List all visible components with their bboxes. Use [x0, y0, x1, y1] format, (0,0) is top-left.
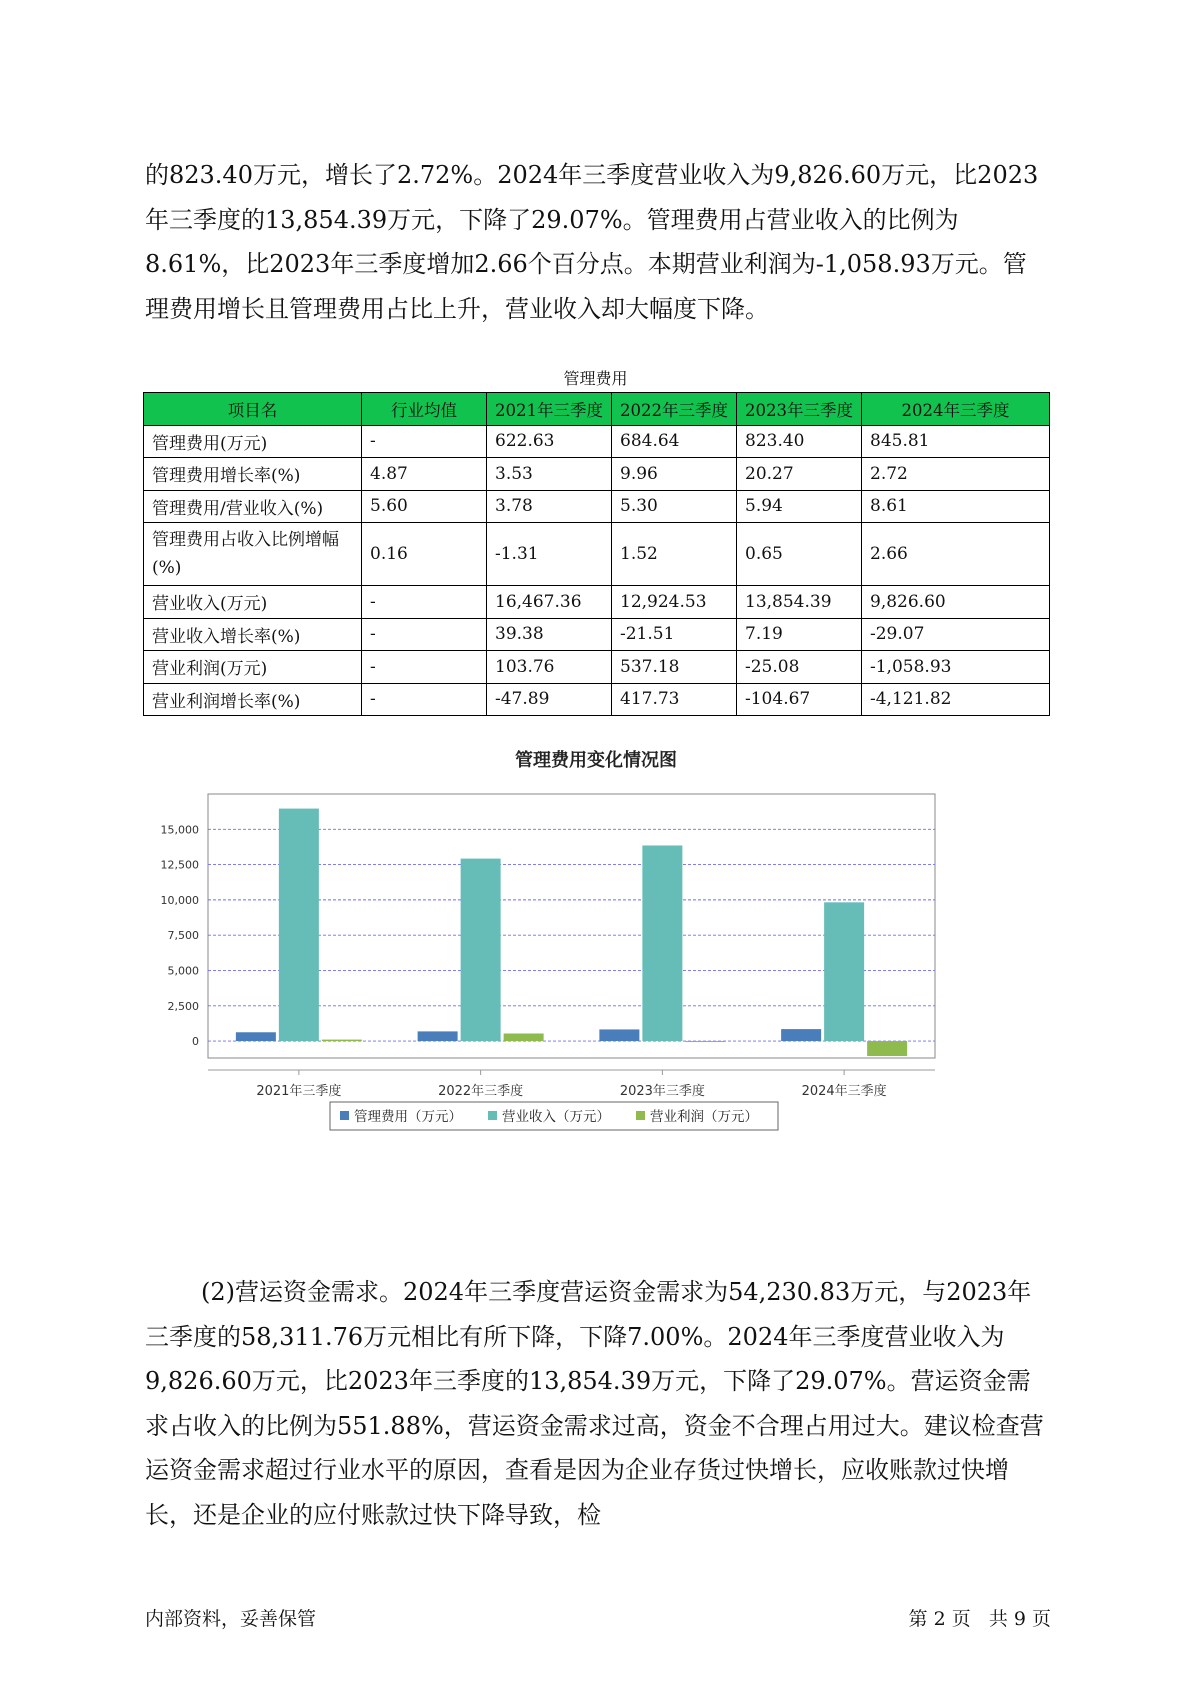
table-cell: 9.96: [612, 458, 737, 491]
bar-3-4: [867, 1041, 907, 1056]
table-row: [144, 586, 1050, 619]
table-cell: -1.31: [487, 523, 612, 586]
table-row: [144, 425, 1050, 458]
table-cell: -: [362, 683, 487, 716]
table-cell: 20.27: [737, 458, 862, 491]
table-cell: 0.16: [362, 523, 487, 586]
legend-swatch: [636, 1111, 645, 1120]
y-tick-label: 5,000: [167, 964, 199, 978]
table-cell: 管理费用/营业收入(%): [144, 490, 362, 523]
bar-2-3: [642, 845, 682, 1041]
y-tick-label: 0: [192, 1035, 199, 1049]
table-cell: 537.18: [612, 651, 737, 684]
bar-3-2: [504, 1033, 544, 1041]
legend-label: 管理费用（万元）: [354, 1109, 462, 1125]
table-cell: 营业收入(万元): [144, 586, 362, 619]
table-cell: 0.65: [737, 523, 862, 586]
x-tick-label: 2022年三季度: [438, 1084, 524, 1099]
paragraph-working-capital: [145, 1270, 1050, 1537]
table-cell: 622.63: [487, 425, 612, 458]
table-cell: 5.30: [612, 490, 737, 523]
page-number: 第 2 页 共 9 页: [908, 1608, 1051, 1630]
table-cell: 管理费用占收入比例增幅(%): [144, 523, 362, 586]
table-cell: 13,854.39: [737, 586, 862, 619]
table-header-cell: 行业均值: [362, 393, 487, 426]
table-cell: 4.87: [362, 458, 487, 491]
legend-label: 营业收入（万元）: [502, 1109, 610, 1125]
table-cell: 3.53: [487, 458, 612, 491]
table-cell: 1.52: [612, 523, 737, 586]
table-header-row: [144, 393, 1050, 426]
bar-2-2: [461, 859, 501, 1041]
table-cell: 营业收入增长率(%): [144, 618, 362, 651]
legend-swatch: [488, 1111, 497, 1120]
table-row: [144, 490, 1050, 523]
footer-note: 内部资料，妥善保管: [145, 1608, 317, 1630]
table-cell: -1,058.93: [862, 651, 1050, 684]
table-cell: -: [362, 618, 487, 651]
table-cell: 5.94: [737, 490, 862, 523]
bar-1-3: [599, 1029, 639, 1041]
paragraph-management-fee: 的823.40万元，增长了2.72%。2024年三季度营业收入为9,826.60万元，比2023年三季度的13,854.39万元，下降了29.07%。管理费用占营业收入的比例为8.61%，比2023年三季度增加2.66个百分点。本期营业利润为-1,058.93万元。管理费用增长且管理费用占比上升，营业收入却大幅度下降。: [145, 161, 1039, 323]
y-tick-label: 15,000: [160, 823, 199, 837]
table-cell: 845.81: [862, 425, 1050, 458]
table-cell: -: [362, 425, 487, 458]
table-row: [144, 458, 1050, 491]
table-cell: 823.40: [737, 425, 862, 458]
management-fee-table: [143, 392, 1050, 716]
table-cell: 管理费用增长率(%): [144, 458, 362, 491]
bar-3-3: [685, 1041, 725, 1042]
table-cell: -25.08: [737, 651, 862, 684]
bar-3-1: [322, 1040, 362, 1041]
legend-swatch: [340, 1111, 349, 1120]
bar-1-1: [236, 1032, 276, 1041]
table-cell: -: [362, 586, 487, 619]
table-cell: 12,924.53: [612, 586, 737, 619]
table-cell: -47.89: [487, 683, 612, 716]
table-cell: 39.38: [487, 618, 612, 651]
paragraph-working-capital-text: (2)营运资金需求。2024年三季度营运资金需求为54,230.83万元，与2023年三季度的58,311.76万元相比有所下降，下降7.00%。2024年三季度营业收入为9,826.60万元，比2023年三季度的13,854.39万元，下降了29.07%。营运资金需求占收入的比例为551.88%，营运资金需求过高，资金不合理占用过大。建议检查营运资金需求超过行业水平的原因，查看是因为企业存货过快增长，应收账款过快增长，还是企业的应付账款过快下降导致，检: [145, 1278, 1044, 1529]
table-cell: 3.78: [487, 490, 612, 523]
table-cell: 7.19: [737, 618, 862, 651]
bar-1-4: [781, 1029, 821, 1041]
table-row: [144, 618, 1050, 651]
table-row: [144, 651, 1050, 684]
table-cell: -29.07: [862, 618, 1050, 651]
table-cell: -4,121.82: [862, 683, 1050, 716]
table-cell: 8.61: [862, 490, 1050, 523]
legend-label: 营业利润（万元）: [650, 1109, 758, 1125]
table-cell: 2.66: [862, 523, 1050, 586]
table-cell: 103.76: [487, 651, 612, 684]
x-tick-label: 2023年三季度: [619, 1084, 705, 1099]
table-cell: 营业利润增长率(%): [144, 683, 362, 716]
table-row: [144, 683, 1050, 716]
bar-2-1: [279, 809, 319, 1041]
table-cell: -104.67: [737, 683, 862, 716]
table-cell: 5.60: [362, 490, 487, 523]
y-tick-label: 10,000: [160, 893, 199, 907]
table-cell: 9,826.60: [862, 586, 1050, 619]
y-tick-label: 2,500: [167, 999, 199, 1013]
table-cell: 管理费用(万元): [144, 425, 362, 458]
table-cell: -21.51: [612, 618, 737, 651]
table-header-cell: 项目名: [144, 393, 362, 426]
chart-title: 管理费用变化情况图: [515, 750, 677, 771]
x-tick-label: 2024年三季度: [801, 1084, 887, 1099]
table-caption: 管理费用: [563, 369, 628, 388]
table-header-cell: 2021年三季度: [487, 393, 612, 426]
chart-canvas: [143, 750, 1049, 1230]
bar-1-2: [418, 1031, 458, 1041]
management-fee-chart: [143, 750, 1049, 1230]
table-header-cell: 2023年三季度: [737, 393, 862, 426]
table-header-cell: 2022年三季度: [612, 393, 737, 426]
table-cell: -: [362, 651, 487, 684]
table-cell: 营业利润(万元): [144, 651, 362, 684]
table-header-cell: 2024年三季度: [862, 393, 1050, 426]
table-cell: 2.72: [862, 458, 1050, 491]
table-cell: 684.64: [612, 425, 737, 458]
table-row: [144, 523, 1050, 586]
y-tick-label: 12,500: [160, 858, 199, 872]
x-tick-label: 2021年三季度: [256, 1084, 342, 1099]
bar-2-4: [824, 902, 864, 1041]
table-cell: 417.73: [612, 683, 737, 716]
table-cell: 16,467.36: [487, 586, 612, 619]
y-tick-label: 7,500: [167, 929, 199, 943]
